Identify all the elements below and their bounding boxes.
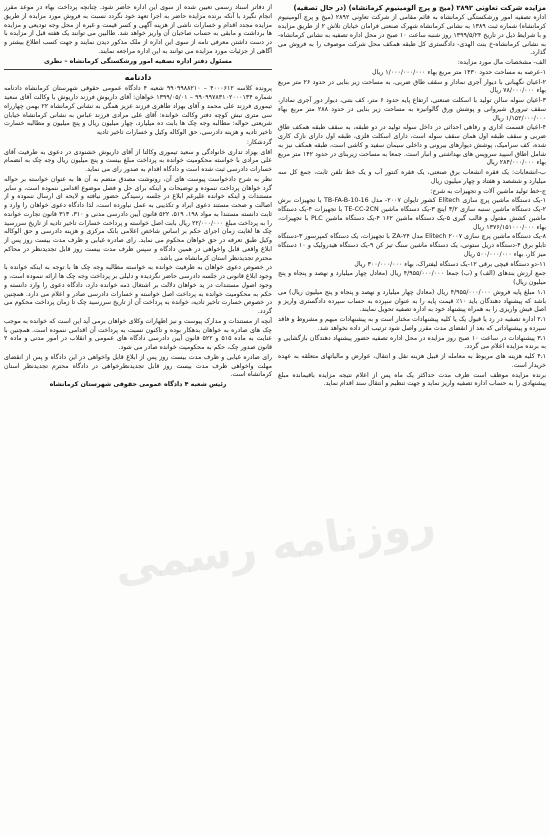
auction-condition: ۳،۱ پیشنهادات در ساعت ۱۰ صبح روز مزایده در محل اداره تصفیه حضور پیشنهاد دهندگان بازگشایی و به برنده مزایده اعلام می گردد.: [278, 334, 546, 351]
auction-condition: ۲،۱ اداره تصفیه در رد یا قبول یک یا کلیه پیشنهادات مختار است و به پیشنهادات مبهم و مشروط و فاقد سپرده و پیشنهاداتی که بعد از انقضای مدت مقرر واصل شود ترتیب اثر داده نخواهد شد.: [278, 316, 546, 332]
auction-signature: مسئول دفتر اداره تصفیه امور ورشکستگی کرمانشاه – نظری: [43, 57, 233, 65]
auction-item: ۴-اعیان قسمت اداری و رفاهی احداثی در داخل سوله تولید در دو طبقه، به سقف طبقه همکف طاق ضربی و سقف طبقه اول همان سقف سوله است، دارای اسکلت فلزی، طبقه اول دارای نازک کاری شده، کف سرامیک، پوشش دیوارهای بیرونی و داخلی سیمان سفید و کاشی است، طبقه همکف نیز به شامل اطاق اسپید سرویس های بهداشتی و انبار است. جمعا به مساحت زیربنای در حدود ۱۴۲ متر مربع بهاء ۲۸۴/۰۰۰/۰۰۰ ریال: [278, 124, 546, 167]
judgment-paragraph: پرونده کلاسه ۴۰۰۰۶۱۲ – ۹۹۰۹۹۸۸۲۱۰ شعبه ۴ دادگاه عمومی حقوقی شهرستان کرمانشاه دادنامه شماره ۹۹۰۹۹۷۸۳۱۰۲۰۰۰۱۳۴ – ۱۳۹۹/۰۵/۰۱ خواهان: آقای داریوش فرزند داریوش با وکالت آقای سعید تیموری فرزند علی محمد و آقای بهزاد طاهری فرزند عزیز همگی به نشانی کرمانشاه ۲۲ بهمن چهارراه سی متری نبش کوچه دفتر وکالت خوانده: آقای علی مرادی فرزند عباس به نشانی کرمانشاه خیابان شریعتی حواله: مطالبه وجه چک ها بابت ده میلیارد، چهار میلیون ریال و پنج میلیون و مطالبه خسارت تاخیر تادیه و هزینه دادرسی، حق الوکاله وکیل و خسارات تاخیر تادیه: [4, 85, 272, 137]
auction-item: ۱-یک دستگاه ماشین پرچ سازی Elitech کشور تایوان ۲۰۰۷- مدل TB-FA-B-10-16 با تجهیزات برش ۲-یک دستگاه ماشین سنبه سازی ۳/۲ اینچ ۳-یک دستگاه ماشین TE-CC-2CN با تجهیزات ۴-یک دستگاه ماشین کشش مفتول و قالب گیری ۵-یک دستگاه ماشین ۱۶۲ ۴-یک دستگاه ماشین PLC با تجهیزات، بهاء ۱۳۷۶/۱۵۱۰۰۰/۰۰۰ ریال: [278, 197, 546, 231]
watermark: روزنامه رسمی: [111, 497, 439, 594]
right-column-auction-notice: [278, 4, 546, 831]
judgment-heading: دادنامه: [4, 69, 272, 83]
judgment-paragraph: اقای بهزاد تداری خانوادگی و سعید تیموری وکالتا از آقای داریوش خشنودی در دعوی به طرفیت آقای علی مرادی با خواسته محکومیت خوانده به پرداخت مبلغ بیست و پنج میلیون ریال وجه چک به انضمام خسارات دادرسی ثبت شده است و دادگاه اقدام به صدور رای می نماید.: [4, 148, 272, 174]
auction-item: الف- مشخصات مال مورد مزایده:: [457, 59, 546, 67]
judgment-paragraph: در خصوص دعوی خواهان به طرفیت خوانده به خواسته مطالبه وجه چک ها با توجه به اینکه خوانده با وجود ابلاغ قانونی در جلسه دادرسی حاضر نگردیده و دلیلی بر پرداخت وجه چک ها ارائه ننموده است، و وجود اصول مستندات در ید خواهان دلالت بر اشتغال ذمه خوانده دارد، دادگاه دعوی را وارد دانسته و حکم به محکومیت خوانده به پرداخت اصل خواسته و خسارات دادرسی صادر و اعلام می دارد. همچنین در خصوص خسارت تاخیر تادیه، خوانده به پرداخت آن از تاریخ سررسید چک تا زمان پرداخت محکوم می گردد.: [4, 264, 272, 316]
auction-condition: ۱،۱ مبلغ پایه فروش ۴/۹۵۵/۰۰۰/۰۰۰ ریال (معادل چهار میلیارد و نهصد و پنجاه و پنج میلیون ریال) می باشد که پیشنهاد دهندگان باید ۱۰٪ قیمت پایه را به عنوان سپرده به حساب سپرده دادگستری واریز و اصل فیش واریزی را به همراه پیشنهاد خود به اداره تصفیه تحویل نمایند.: [278, 288, 546, 314]
auction-item: ج-خط تولید ماشین آلات و تجهیزات به شرح:: [430, 187, 546, 195]
auction-condition: برنده مزایده موظف است ظرف مدت حداکثر یک ماه پس از اعلام نتیجه مزایده باقیمانده مبلغ پیشنهادی را به حساب اداره تصفیه واریز نماید و جهت تنظیم و انتقال سند اقدام نماید.: [278, 371, 546, 388]
judge-signature: رئیس شعبه ۴ دادگاه عمومی حقوقی شهرستان کرمانشاه: [49, 381, 227, 389]
auction-intro: اداره تصفیه امور ورشکستگی کرمانشاه به قائم مقامی از شرکت تعاونی ۲۸۹۲ (میخ و پرچ آلومینیوم کرمانشاه) شماره ثبت ۱۳۸۹ به نشانی کرمانشاه شهرک صنعتی فرامان خیابان تلاش ۲ از طریق مزایده و با شرایط ذیل در تاریخ ۱۳۹۹/۵/۲۴ روز شنبه ساعت ۱۰ صبح در محل اداره تصفیه به نشانی کرمانشاه- به نشانی کرمانشاه-خ بنت الهدی- دادگستری کل طبقه همکف محل شرکت موصوف را به فروش می گذارد.: [278, 14, 546, 57]
judgment-paragraph: نظر به شرح دادخواست پیوست های آن، رونوشت مصدق منضم به آن ها به عنوان خواسته بر حواله گرد خواهان پرداخت ننموده و توضیحات و اینکه برای حل و فصل موضوع اقدامی ننموده است، و سایر مستندات و اینکه خوانده علیرغم ابلاغ در جلسه رسیدگی حضور نیافته و لایحه ای ارسال ننموده و از اصالت و صحت مستند دعوی ایراد و تکذیبی به عمل نیاورده است، لذا دادگاه دعوی خواهان را وارد و ثابت دانسته مستندا به مواد ۱۹۸، ۵۱۹، ۵۲۲ قانون آیین دادرسی مدنی و ۳۱۰، ۳۱۳ قانون تجارت خوانده را به پرداخت مبلغ ۲۲/۰۰۰/۰۰۰ ریال بابت اصل خواسته و پرداخت خسارات تاخیر تادیه از تاریخ سررسید چک ها لغایت زمان اجرای حکم بر اساس شاخص اعلامی بانک مرکزی و هزینه دادرسی و حق الوکاله وکیل طبق تعرفه در حق خواهان محکوم می نماید. رای صادره غیابی و ظرف مدت بیست روز پس از ابلاغ واقعی قابل واخواهی در همین دادگاه و سپس ظرف مدت بیست روز قابل تجدیدنظر در محاکم محترم تجدیدنظر استان کرمانشاه می باشد.: [4, 175, 272, 262]
judgment-paragraph: آنچه از مستندات و مدارک پیوست و نیز اظهارات وکلای خواهان برمی آید این است که خوانده به موجب چک های صادره به خواهان بدهکار بوده و تاکنون نسبت به پرداخت آن اقدامی ننموده است. همچنین با عنایت به ماده ۵۱۵ و ۵۲۲ قانون آیین دادرسی دادگاه های عمومی و انقلاب در امور مدنی و ماده ۲ قانون صدور چک، حکم به محکومیت خوانده صادر می شود.: [4, 317, 272, 352]
auction-item: ب-انشعابات: یک فقره انشعاب برق صنعتی، یک فقره کنتور آب و یک خط تلفن ثابت، جمع کل سه میلیارد و ششصد و هفتاد و چهار میلیون ریال: [278, 169, 546, 185]
auction-item: ۳-اعیان سوله سالن تولید با اسکلت صنعتی، ارتفاع پایه حدود ۶ متر، کف بتنی، دیوار دور آجری نمادار، سقف تیرورق شیروانی و پوشش ورق گالوانیزه به مساحت زیر بنایی در حدود ۲۸۸ متر مربع بهاء ۱/۱۵۲/۰۰۰/۰۰۰ ریال: [278, 97, 546, 122]
judgment-subheading: گردشکار:: [246, 138, 272, 146]
auction-item: ۱۱-دو دستگاه قیچی برقی ۱۲-یک دستگاه لیفتراک، بهاء ۳۰۰/۰۰۰/۰۰۰ ریال: [354, 260, 546, 268]
auction-item: ۱-عرصه به مساحت حدود ۱۴۳۰ متر مربع بهاء ۱/۰۰۰/۰۰۰/۰۰۰ ریال: [371, 68, 546, 76]
auction-title: مزایده شرکت تعاونی ۲۸۹۲ (میخ و پرچ آلومینیوم کرمانشاه) (در حال تصفیه): [293, 4, 546, 12]
auction-item: ۲-اعیان نگهبانی با دیوار آجری نمادار و سقف طاق ضربی، به مساحت زیر بنایی در حدود ۲۶ متر مربع بهاء ۷۸/۰۰۰/۰۰۰ ریال: [278, 78, 546, 95]
judgment-paragraph: رای صادره غیابی و ظرف مدت بیست روز پس از ابلاغ قابل واخواهی در این دادگاه و پس از انقضای مهلت واخواهی ظرف مدت بیست روز قابل تجدیدنظرخواهی در دادگاه محترم تجدیدنظر استان کرمانشاه است.: [4, 353, 272, 379]
auction-item: جمع ارزش بندهای (الف) و (ب) جمعا ۴/۹۵۵/۰۰۰/۰۰۰ ریال (معادل چهار میلیارد و نهصد و پنجاه و پنج میلیون ریال): [278, 270, 546, 287]
auction-item: ۸-یک دستگاه ماشین پرچ سازی ۲۰۰۷ Elitech مدل ۲۴-ZA با تجهیزات، یک دستگاه کمپرسور ۳-دستگاه تابلو برق ۴-دستگاه دریل ستونی، یک دستگاه ماشین سنگ تیز کن ۹-یک دستگاه هیدرولیک و ۱۰ دستگاه میز کار، بهاء ۵۰۰/۰۰۰/۰۰۰ ریال: [278, 233, 546, 258]
auction-condition: ۴،۱ کلیه هزینه های مربوط به معامله از قبیل هزینه نقل و انتقال، عوارض و مالیاتهای متعلقه به عهده خریدار است.: [278, 353, 546, 369]
auction-continuation: از دفاتر اسناد رسمی تعیین شده از سوی این اداره حاضر شود. چنانچه پرداخت بهاء در موعد مقرر انجام نگیرد با آنکه برنده مزایده حاضر به اجرا تعهد خود نگردد نسبت به فروش مورد مزایده از طریق مزایده مجدد اقدام و خسارات ناشی از هزینه آگهی و کسر قیمت و غیره از محل وجه تودیعی و مزایده ها برداشت و مابقی به حساب صاحبان آن واریز خواهد شد. طالبین می توانند یک هفته قبل از مزایده با در دست داشتن معرفی نامه از سوی این اداره از ملک مذکور دیدن نمایند و جهت کسب اطلاع بیشتر و آگاهی از جزئیات مورد مزایده می توانند به این اداره مراجعه نمایند.: [4, 4, 272, 55]
left-column-judgment: [4, 4, 272, 831]
columns: [4, 4, 546, 831]
